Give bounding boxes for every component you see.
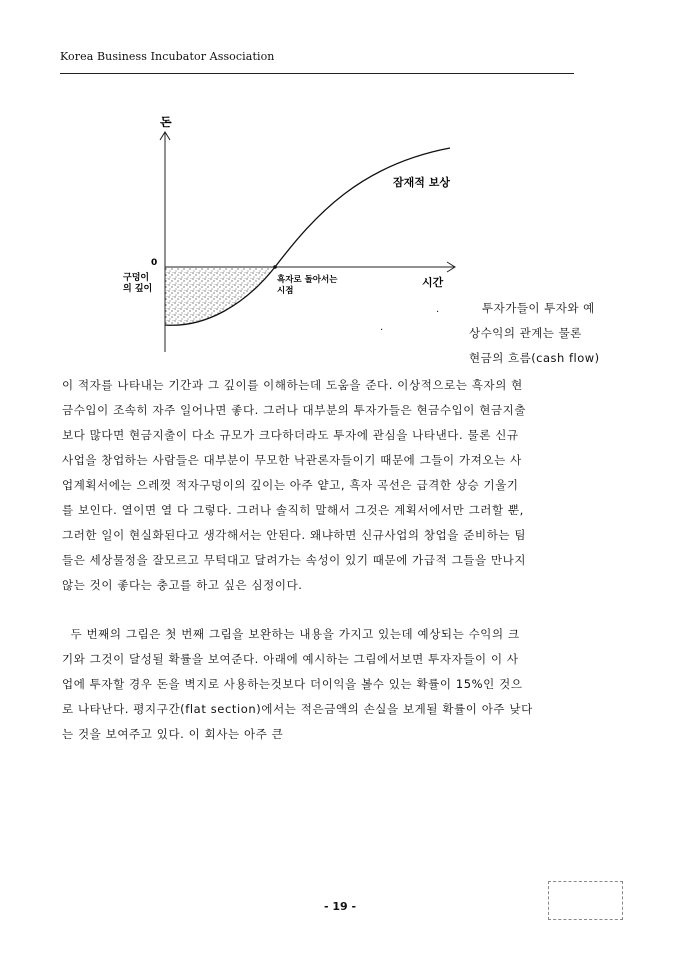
paragraph1-line9: 않는 것이 좋다는 충고를 하고 싶은 심정이다. xyxy=(62,578,303,592)
paragraph1-line3: 보다 많다면 현금지출이 다소 규모가 크다하더라도 투자에 관심을 나타낸다. 물론 신규 xyxy=(62,428,519,442)
depth-label-line2: 의 깊이 xyxy=(123,284,153,294)
side-dot-2: . xyxy=(380,322,384,333)
paragraph1-line4: 사업을 창업하는 사람들은 대부분이 무모한 낙관론자들이기 때문에 그들이 가져오는 사 xyxy=(62,453,522,467)
x-axis-label: 시간 xyxy=(422,276,444,289)
paragraph1-line2: 금수입이 조속히 자주 일어나면 좋다. 그러나 대부분의 투자가들은 현금수입이 현금지출 xyxy=(62,403,527,417)
stamp-box xyxy=(548,881,623,920)
paragraph2-line2: 기와 그것이 달성될 확률을 보여준다. 아래에 예시하는 그림에서보면 투자자들이 이 사 xyxy=(62,652,519,666)
depth-label-line1: 구덩이 xyxy=(123,273,150,283)
curve-label: 잠재적 보상 xyxy=(393,176,450,189)
paragraph1-line7: 그러한 일이 현실화된다고 생각해서는 안된다. 왜냐하면 신규사업의 창업을 준비하는 팀 xyxy=(62,528,527,542)
header-title: Korea Business Incubator Association xyxy=(60,50,275,63)
side-text-line1: 투자가들이 투자와 예 xyxy=(482,301,595,315)
paragraph2-line4: 로 나타난다. 평지구간(flat section)에서는 적은금액의 손실을 보게될 확률이 아주 낮다 xyxy=(62,702,533,716)
paragraph1-line5: 업계획서에는 으레껏 적자구덩이의 깊이는 아주 얕고, 흑자 곡선은 급격한 상승 기울기 xyxy=(62,478,519,492)
header-rule xyxy=(60,73,574,74)
deficit-area xyxy=(165,267,275,325)
zero-label: 0 xyxy=(151,258,158,268)
paragraph1-line6: 를 보인다. 열이면 열 다 그렇다. 그러나 솔직히 말해서 그것은 계획서에서만 그러할 뿐, xyxy=(62,503,524,517)
investment-curve-figure xyxy=(120,110,470,360)
paragraph1-line1: 이 적자를 나타내는 기간과 그 깊이를 이해하는데 도움을 준다. 이상적으로는 흑자의 현 xyxy=(62,378,523,392)
side-text-line3: 현금의 흐름(cash flow) xyxy=(469,351,600,365)
paragraph2-line3: 업에 투자할 경우 돈을 벽지로 사용하는것보다 더이익을 볼수 있는 확률이 15%인 것으 xyxy=(62,677,523,691)
paragraph1-line8: 들은 세상물정을 잘모르고 무턱대고 달려가는 속성이 있기 때문에 가급적 그들을 만나지 xyxy=(62,553,527,567)
turn-label-line1: 흑자로 돌아서는 xyxy=(277,275,338,285)
turn-label-line2: 시점 xyxy=(277,286,294,296)
y-axis-label: 돈 xyxy=(160,115,172,129)
turn-point-marker xyxy=(273,265,277,269)
side-dot-1: . xyxy=(436,304,440,315)
side-text-line2: 상수익의 관계는 물론 xyxy=(469,326,582,340)
paragraph2-line5: 는 것을 보여주고 있다. 이 회사는 아주 큰 xyxy=(62,727,284,741)
page-number: - 19 - xyxy=(323,900,357,913)
paragraph2-line1: 두 번째의 그림은 첫 번째 그림을 보완하는 내용을 가지고 있는데 예상되는 수익의 크 xyxy=(62,627,520,641)
